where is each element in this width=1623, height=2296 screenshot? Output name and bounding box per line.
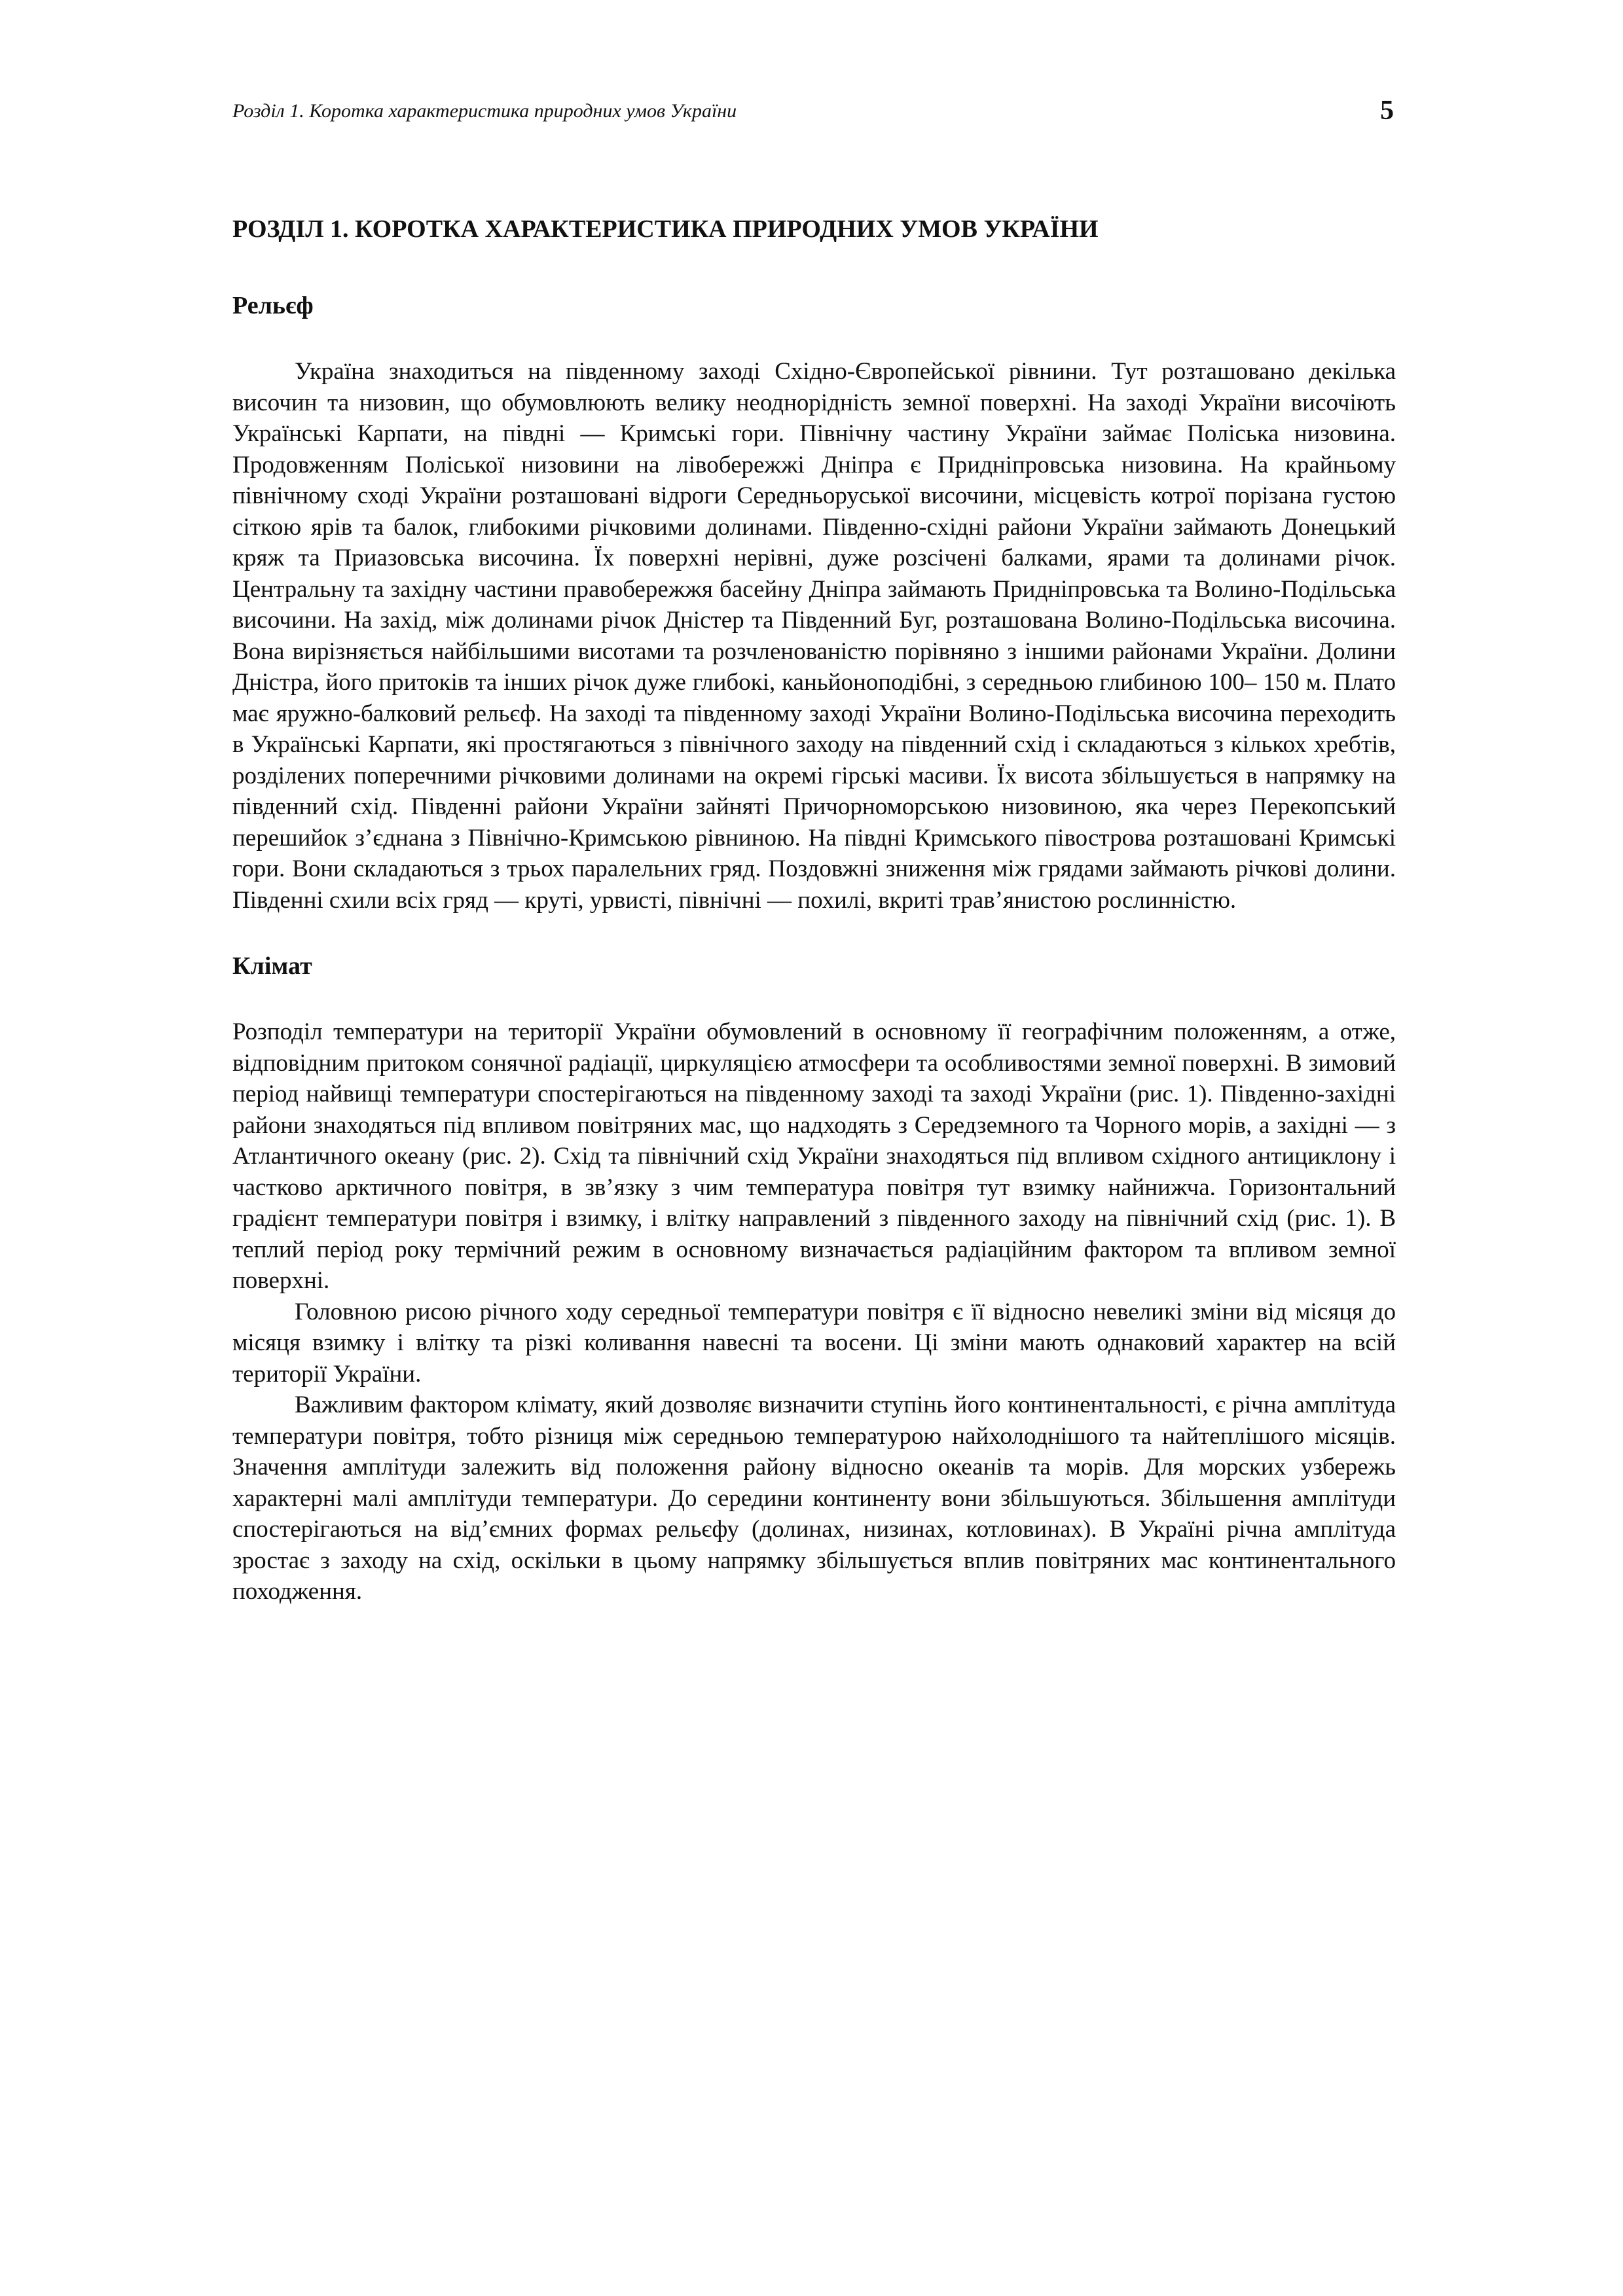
climate-paragraph-2: Головною рисою річного ходу середньої температури повітря є її відносно невеликі зміни від місяця до місяця взимку і влітку та різкі коливання навесні та восени. Ці зміни мають однаковий характер на всій території України. xyxy=(232,1298,1396,1388)
climate-paragraph-3: Важливим фактором клімату, який дозволяє визначити ступінь його континентальності, є річна амплітуда температури повітря, тобто різниця між середньою температурою найхолоднішого та найтеплішого місяців. Значення амплітуди залежить від положення району відносно океанів та морів. Для морских узбережь характерні малі амплітуди температури. До середини континенту вони збільшуються. Збільшення амплітуди спостерігаються на від’ємних формах рельєфу (долинах, низинах, котловинах). В Україні річна амплітуда зростає з заходу на схід, оскільки в цьому напрямку збільшується вплив повітряних мас континентального походження. xyxy=(232,1391,1396,1605)
climate-paragraph-1: Розподіл температури на території України обумовлений в основному її географічним положенням, а отже, відповідним притоком сонячної радіації, циркуляцією атмосфери та особливостями земної поверхні. В зимовий період найвищі температури спостерігаються на південному заході та заході України (рис. 1). Південно-західні райони знаходяться під впливом повітряних мас, що надходять з Середземного та Чорного морів, а західні — з Атлантичного океану (рис. 2). Схід та північний схід України знаходяться під впливом східного антициклону і частково арктичного повітря, в зв’язку з чим температура повітря тут взимку найнижча. Горизонтальний градієнт температури повітря і взимку, і влітку направлений з південного заходу на північний схід (рис. 1). В теплий період року термічний режим в основному визначається радіаційним фактором та впливом земної поверхні. xyxy=(232,1018,1396,1294)
section-heading-climate: Клімат xyxy=(232,952,312,980)
page-content xyxy=(232,213,1396,1607)
running-header: Розділ 1. Коротка характеристика природних умов України xyxy=(232,100,737,122)
relief-paragraph: Україна знаходиться на південному заході Східно-Європейської рівнини. Тут розташовано декілька височин та низовин, що обумовлюють велику неоднорідність земної поверхні. На заході України височіють Українські Карпати, на півдні — Кримські гори. Північну частину України займає Поліська низовина. Продовженням Поліської низовини на лівобережжі Дніпра є Придніпровська низовина. На крайньому північному сході України розташовані відроги Середньоруської височини, місцевість котрої порізана густою сіткою ярів та балок, глибокими річковими долинами. Південно-східні райони України займають Донецький кряж та Приазовська височина. Їх поверхні нерівні, дуже розсічені балками, ярами та долинами річок. Центральну та західну частини правобережжя басейну Дніпра займають Придніпровська та Волино-Подільська височини. На захід, між долинами річок Дністер та Південний Буг, розташована Волино-Подільська височина. Вона вирізняється найбільшими висотами та розчленованістю порівняно з іншими районами України. Долини Дністра, його притоків та інших річок дуже глибокі, каньйоноподібні, з середньою глибиною 100– 150 м. Плато має яружно-балковий рельєф. На заході та південному заході України Волино-Подільська височина переходить в Українські Карпати, які простягаються з північного заходу на південний схід і складаються з кількох хребтів, розділених поперечними річковими долинами на окремі гірські масиви. Їх висота збільшується в напрямку на південний схід. Південні райони України зайняті Причорноморською низовиною, яка через Перекопський перешийок з’єднана з Північно-Кримською рівниною. На півдні Кримського півострова розташовані Кримські гори. Вони складаються з трьох паралельних гряд. Поздовжні зниження між грядами займають річкові долини. Південні схили всіх гряд — круті, урвисті, північні — похилі, вкриті трав’янистою рослинністю. xyxy=(232,358,1396,914)
page-number: 5 xyxy=(1380,96,1394,126)
chapter-title: РОЗДІЛ 1. КОРОТКА ХАРАКТЕРИСТИКА ПРИРОДНИХ УМОВ УКРАЇНИ xyxy=(232,215,1099,243)
section-heading-relief: Рельєф xyxy=(232,292,314,319)
